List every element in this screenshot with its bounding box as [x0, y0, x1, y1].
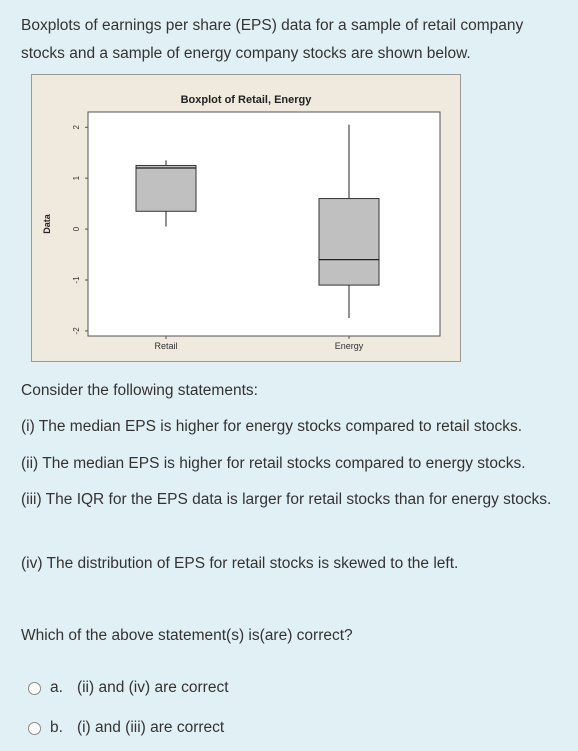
radio-button-a[interactable] — [28, 682, 41, 695]
option-a-letter: a. — [50, 679, 63, 696]
y-tick-label: -1 — [72, 276, 81, 284]
x-tick-label: Retail — [154, 341, 178, 351]
statement-iii: (iii) The IQR for the EPS data is larger for retail stocks than for energy stocks. — [21, 491, 552, 508]
y-tick-label: -2 — [72, 327, 81, 335]
statement-ii: (ii) The median EPS is higher for retail stocks compared to energy stocks. — [21, 455, 526, 472]
boxplot-chart — [31, 74, 461, 362]
y-tick-label: 2 — [72, 125, 81, 130]
boxplot-svg — [32, 75, 462, 363]
option-a-label: (ii) and (iv) are correct — [76, 679, 229, 696]
x-axis-labels — [154, 336, 363, 351]
option-b-letter: b. — [50, 719, 63, 736]
option-a[interactable] — [28, 676, 229, 700]
question-intro: Boxplots of earnings per share (EPS) data for a sample of retail company stocks and a sample of energy company stocks are shown below. — [21, 17, 524, 62]
consider-text: Consider the following statements: — [21, 382, 258, 399]
radio-button-b[interactable] — [28, 722, 41, 735]
statement-i: (i) The median EPS is higher for energy stocks compared to retail stocks. — [21, 418, 523, 435]
option-b-label: (i) and (iii) are correct — [76, 719, 225, 736]
iqr-box — [319, 199, 379, 286]
iqr-box — [136, 165, 196, 211]
y-tick-label: 1 — [72, 175, 81, 181]
statement-iv: (iv) The distribution of EPS for retail stocks is skewed to the left. — [21, 555, 459, 572]
y-axis-label: Data — [42, 214, 52, 234]
question-prompt: Which of the above statement(s) is(are) correct? — [21, 627, 353, 644]
y-tick-label: 0 — [72, 226, 81, 232]
option-b[interactable] — [28, 716, 224, 740]
y-axis-ticks — [72, 124, 88, 334]
chart-title: Boxplot of Retail, Energy — [180, 94, 312, 106]
x-tick-label: Energy — [334, 341, 364, 351]
plot-area — [88, 112, 440, 336]
